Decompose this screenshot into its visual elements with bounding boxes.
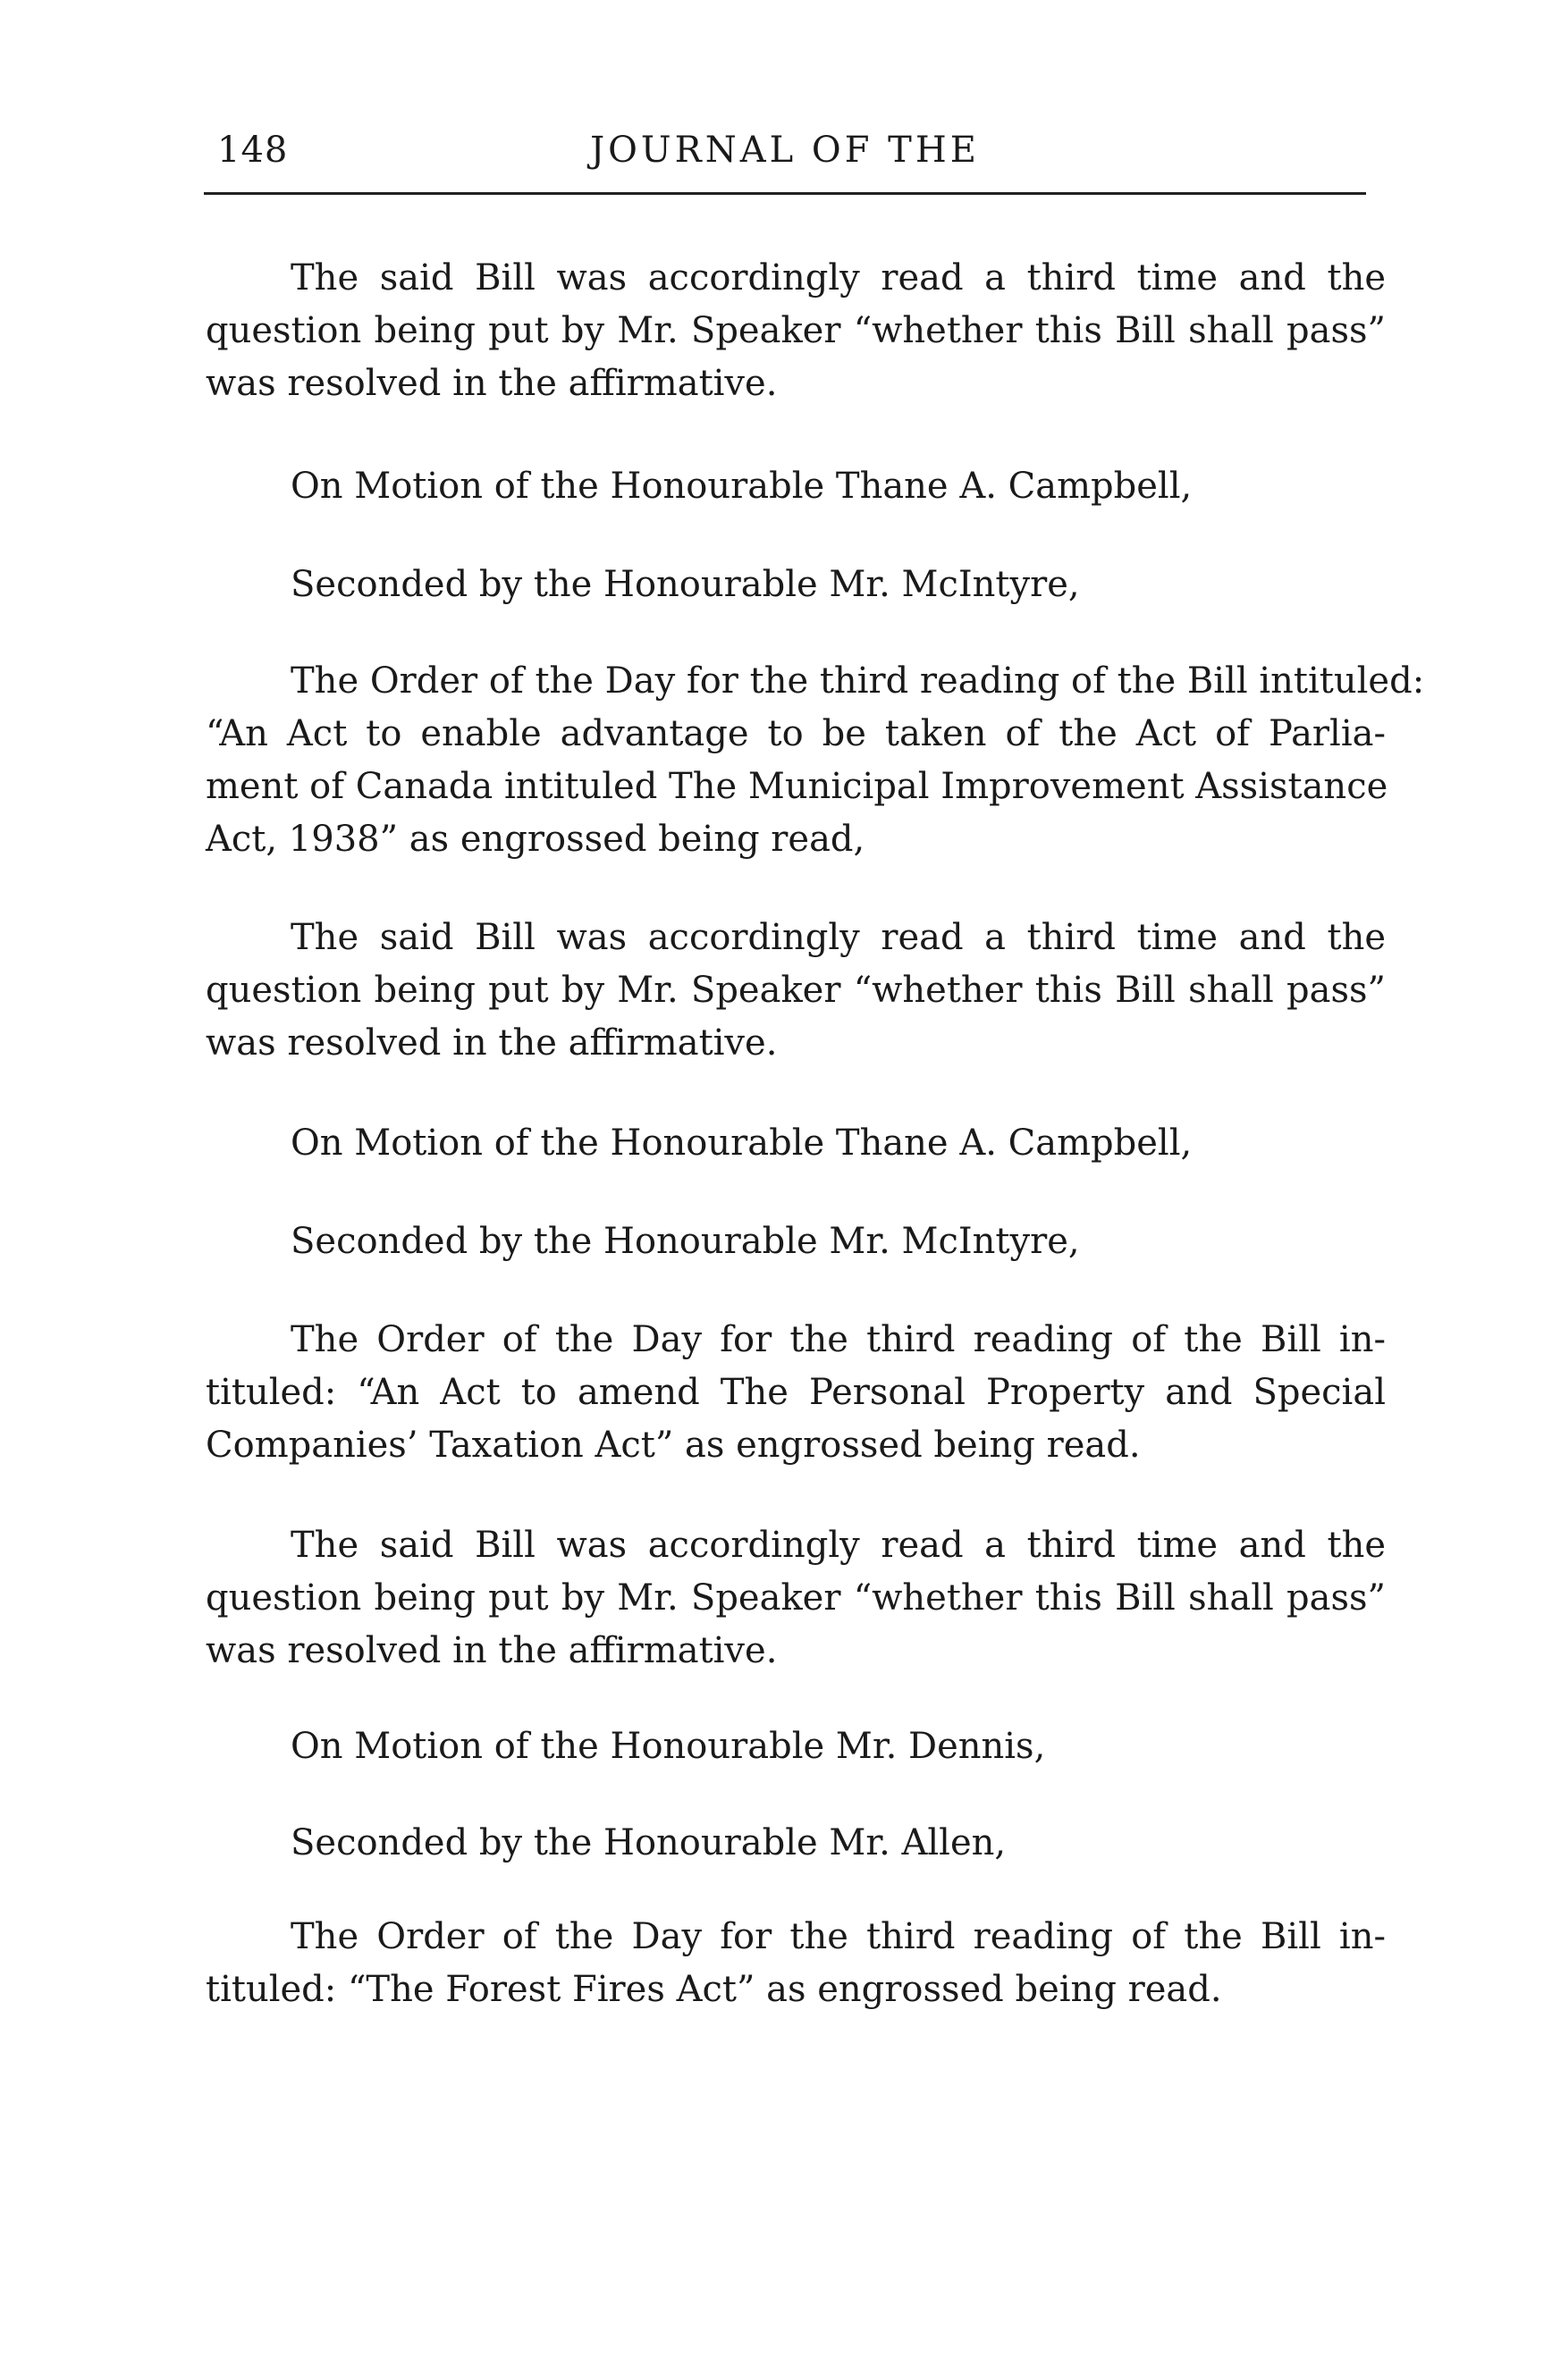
header-rule: [204, 192, 1366, 195]
motion-line-3: On Motion of the Honourable Mr. Dennis,: [291, 1726, 1046, 1767]
text-line: question being put by Mr. Speaker “whether this Bill shall pass”: [206, 310, 1386, 351]
page-header: [204, 130, 1366, 183]
seconded-line-2: Seconded by the Honourable Mr. McIntyre,: [291, 1221, 1080, 1262]
text-line: The said Bill was accordingly read a third time and the: [291, 1525, 1386, 1566]
seconded-line-1: Seconded by the Honourable Mr. McIntyre,: [291, 564, 1080, 605]
running-head: JOURNAL OF THE: [590, 130, 980, 171]
paragraph-order-of-day-3: [206, 1911, 1386, 2016]
paragraph-bill-passed-3: [206, 1519, 1386, 1678]
text-line: The said Bill was accordingly read a third time and the: [291, 257, 1386, 299]
text-line: Act, 1938” as engrossed being read,: [206, 819, 865, 860]
text-line: The Order of the Day for the third reading of the Bill intituled:: [291, 660, 1425, 702]
motion-line-2: On Motion of the Honourable Thane A. Campbell,: [291, 1123, 1193, 1164]
text-line: tituled: “An Act to amend The Personal Property and Special: [206, 1372, 1386, 1413]
paragraph-bill-passed-2: [206, 912, 1386, 1070]
text-line: ment of Canada intituled The Municipal Improvement Assistance: [206, 766, 1388, 807]
text-line: The said Bill was accordingly read a third time and the: [291, 917, 1386, 958]
text-line: Companies’ Taxation Act” as engrossed being read.: [206, 1425, 1141, 1466]
text-line: question being put by Mr. Speaker “whether this Bill shall pass”: [206, 1577, 1386, 1619]
text-line: was resolved in the affirmative.: [206, 1630, 778, 1671]
text-line: The Order of the Day for the third reading of the Bill in-: [291, 1916, 1386, 1957]
seconded-line-3: Seconded by the Honourable Mr. Allen,: [291, 1822, 1007, 1863]
text-line: The Order of the Day for the third reading of the Bill in-: [291, 1319, 1386, 1360]
text-line: was resolved in the affirmative.: [206, 1022, 778, 1064]
paragraph-order-of-day-1: [206, 655, 1425, 866]
text-line: question being put by Mr. Speaker “whether this Bill shall pass”: [206, 970, 1386, 1011]
text-line: “An Act to enable advantage to be taken of the Act of Parlia-: [206, 713, 1386, 754]
motion-line-1: On Motion of the Honourable Thane A. Campbell,: [291, 466, 1193, 507]
paragraph-bill-passed-1: [206, 252, 1386, 410]
text-line: tituled: “The Forest Fires Act” as engrossed being read.: [206, 1969, 1222, 2010]
text-line: was resolved in the affirmative.: [206, 363, 778, 404]
paragraph-order-of-day-2: [206, 1314, 1386, 1472]
page-number: 148: [217, 130, 289, 171]
